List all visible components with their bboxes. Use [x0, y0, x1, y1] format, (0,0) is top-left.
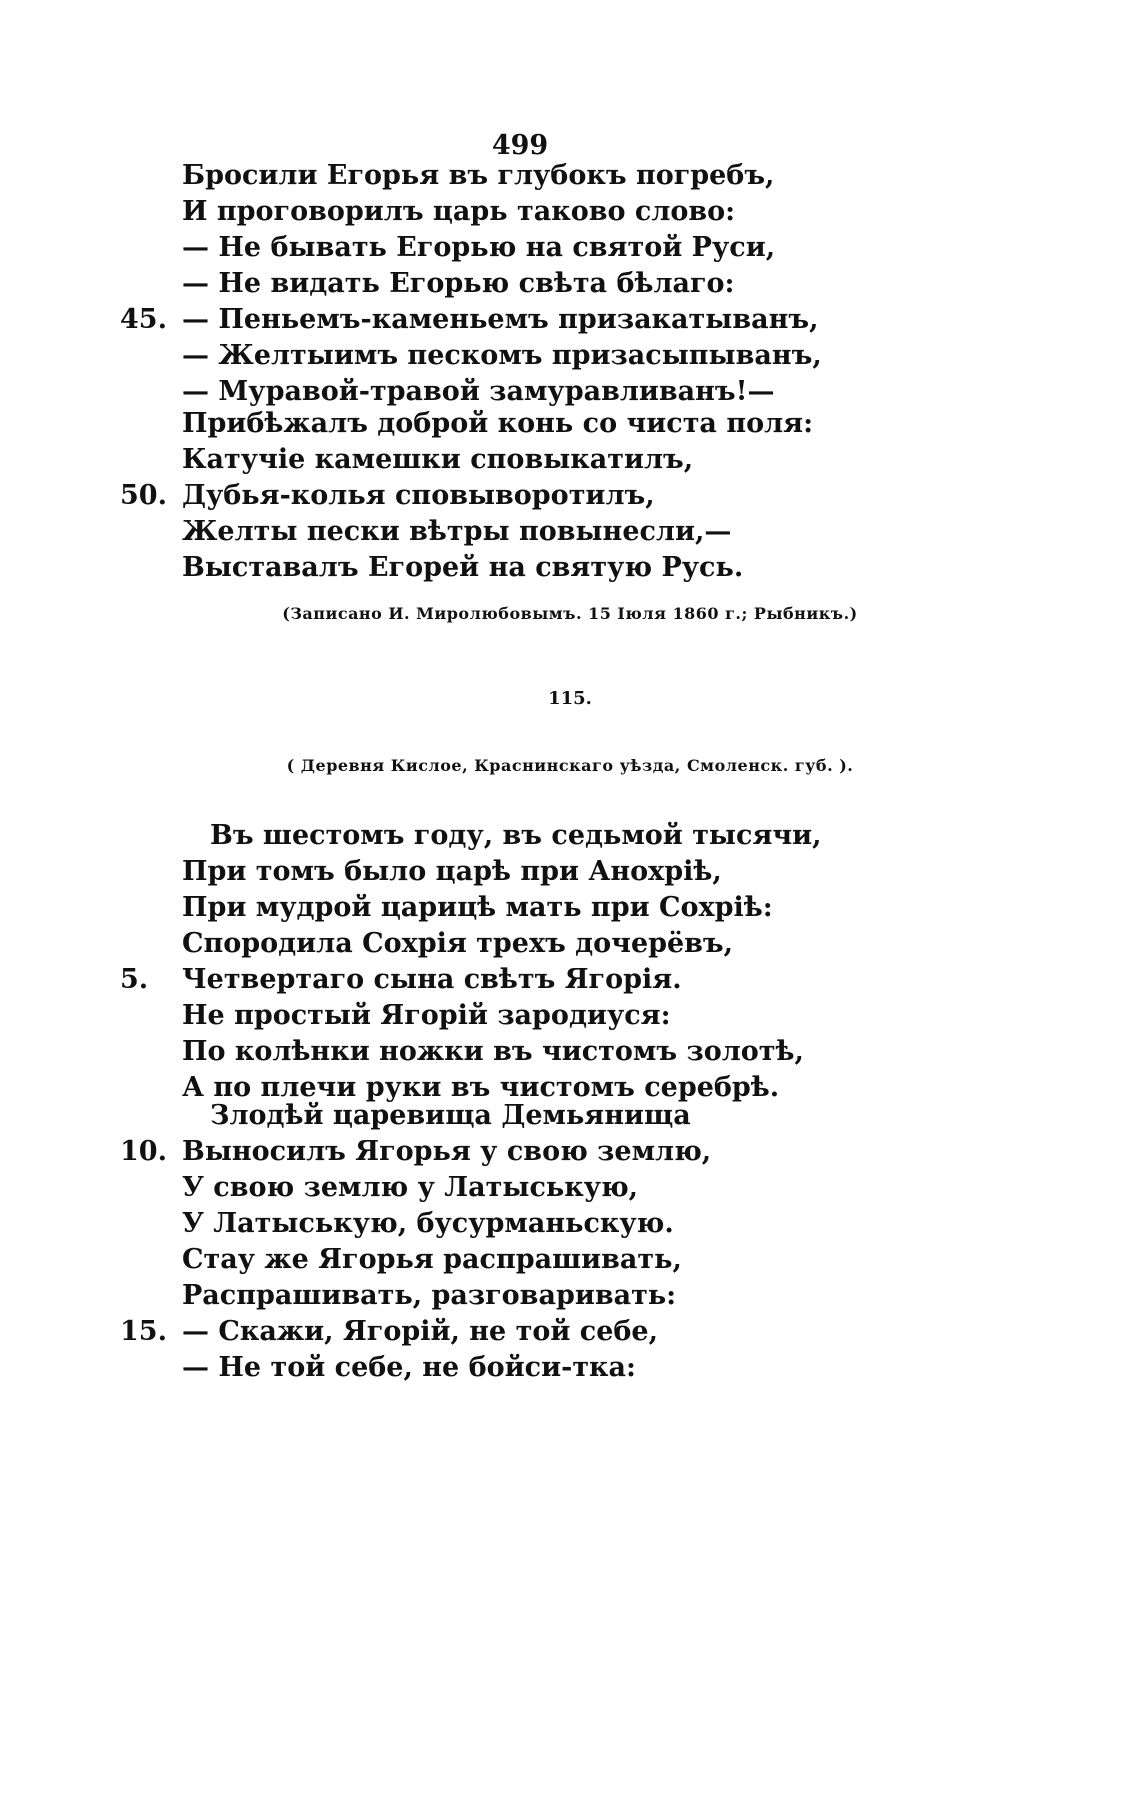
verse-text: — Не бывать Егорью на святой Руси, [182, 232, 776, 263]
stanza-1 [0, 158, 1140, 410]
verse-text: — Скажи, Ягорій, не той себе, [182, 1316, 659, 1347]
verse-text: При мудрой царицѣ мать при Сохріѣ: [182, 892, 773, 923]
verse-line [0, 266, 1140, 302]
song-number: 115. [548, 688, 592, 709]
verse-text: Выставалъ Егорей на святую Русь. [182, 552, 744, 583]
verse-line [0, 442, 1140, 478]
verse-line [0, 962, 1140, 998]
verse-text: — Желтыимъ пескомъ призасыпыванъ, [182, 340, 822, 371]
verse-line [0, 926, 1140, 962]
stanza-2 [0, 406, 1140, 586]
verse-text: Спородила Сохрія трехъ дочерёвъ, [182, 928, 734, 959]
verse-text: Распрашивать, разговаривать: [182, 1280, 677, 1311]
verse-text: Четвертаго сына свѣтъ Ягорія. [182, 964, 682, 995]
verse-line [0, 550, 1140, 586]
verse-line [0, 1242, 1140, 1278]
verse-line [0, 478, 1140, 514]
verse-line [0, 1170, 1140, 1206]
page-number: 499 [491, 130, 549, 161]
verse-text: У Латыськую, бусурманьскую. [182, 1208, 674, 1239]
verse-text: Катучіе камешки сповыкатилъ, [182, 444, 694, 475]
verse-text: А по плечи руки въ чистомъ серебрѣ. [182, 1072, 780, 1103]
verse-text: Дубья-колья сповыворотилъ, [182, 480, 655, 511]
verse-text: Злодѣй царевища Демьянища [210, 1100, 691, 1131]
verse-text: Прибѣжалъ доброй конь со чиста поля: [182, 408, 814, 439]
verse-text: — Не видать Егорью свѣта бѣлаго: [182, 268, 735, 299]
verse-line [0, 514, 1140, 550]
verse-text: Бросили Егорья въ глубокъ погребъ, [182, 160, 775, 191]
verse-text: Въ шестомъ году, въ седьмой тысячи, [210, 820, 822, 851]
verse-text: При томъ было царѣ при Анохріѣ, [182, 856, 722, 887]
verse-line [0, 374, 1140, 410]
verse-text: Выносилъ Ягорья у свою землю, [182, 1136, 712, 1167]
location-note: ( Деревня Кислое, Краснинскаго уѣзда, Смоленск. губ. ). [286, 756, 854, 775]
verse-line [0, 406, 1140, 442]
verse-line [0, 1278, 1140, 1314]
verse-line [0, 1314, 1140, 1350]
line-number: 50. [120, 480, 167, 511]
verse-line [0, 998, 1140, 1034]
verse-line [0, 338, 1140, 374]
verse-text: Не простый Ягорій зародиуся: [182, 1000, 671, 1031]
source-note: (Записано И. Миролюбовымъ. 15 Іюля 1860 г.; Рыбникъ.) [282, 604, 858, 623]
verse-text: Стау же Ягорья распрашивать, [182, 1244, 682, 1275]
verse-text: — Не той себе, не бойси-тка: [182, 1352, 637, 1383]
verse-line [0, 194, 1140, 230]
verse-line [0, 302, 1140, 338]
line-number: 15. [120, 1316, 167, 1347]
verse-text: — Муравой-травой замуравливанъ!— [182, 376, 775, 407]
verse-text: — Пеньемъ-каменьемъ призакатыванъ, [182, 304, 819, 335]
verse-line [0, 1134, 1140, 1170]
verse-line [0, 1350, 1140, 1386]
line-number: 10. [120, 1136, 167, 1167]
verse-line [0, 230, 1140, 266]
verse-text: И проговорилъ царь таково слово: [182, 196, 736, 227]
verse-line [0, 158, 1140, 194]
verse-text: Желты пески вѣтры повынесли,— [182, 516, 732, 547]
verse-line [0, 1034, 1140, 1070]
stanza-4 [0, 1098, 1140, 1386]
verse-line [0, 854, 1140, 890]
verse-line [0, 1098, 1140, 1134]
verse-text: По колѣнки ножки въ чистомъ золотѣ, [182, 1036, 804, 1067]
line-number: 45. [120, 304, 167, 335]
verse-text: У свою землю у Латыськую, [182, 1172, 639, 1203]
verse-line [0, 1206, 1140, 1242]
stanza-3 [0, 818, 1140, 1106]
verse-line [0, 890, 1140, 926]
line-number: 5. [120, 964, 149, 995]
verse-line [0, 818, 1140, 854]
